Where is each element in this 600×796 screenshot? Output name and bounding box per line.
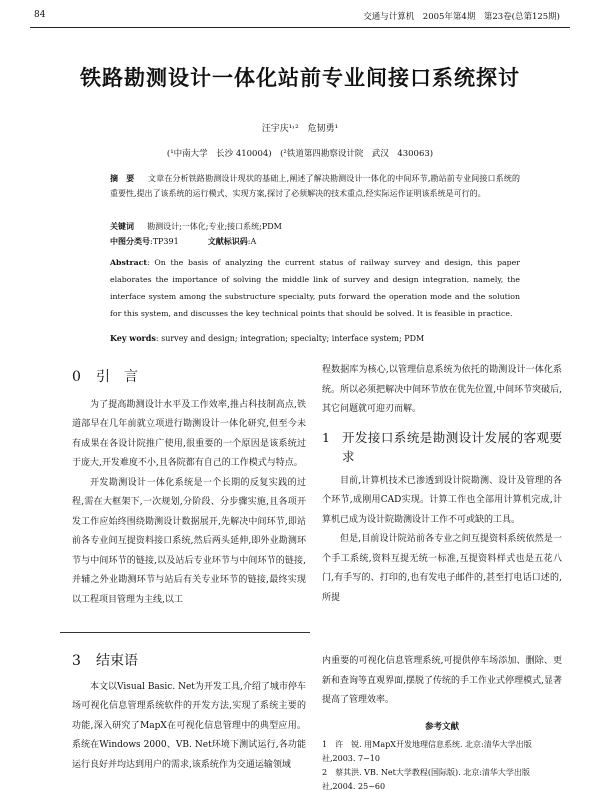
keywords-cn (110, 219, 520, 235)
affiliations: (¹中南大学 长沙 410004) (²铁道第四勘察设计院 武汉 430063) (166, 149, 434, 159)
section-1-title: 开发接口系统是勘测设计发展的客观要求 (342, 429, 562, 464)
page-number: 84 (34, 10, 46, 20)
continued-paragraph: 程数据库为核心,以管理信息系统为依托的勘测设计一体化系统。所以必须把解决中间环节放在优先位置,中间环节突破后,其它问题就可迎刃而解。 (322, 365, 562, 414)
reference-item: 1 许 锐. 用MapX开发地理信息系统. 北京:清华大学出版社,2003. 7~10 (322, 740, 532, 763)
reference-item: 2 蔡其洪. VB. Net大学教程(国际版). 北京:清华大学出版社,2004. 25~60 (322, 768, 530, 791)
section-3-number: 3 (72, 653, 81, 669)
section-3-paragraph-1: 本文以Visual Basic. Net为开发工具,介绍了城市停车场可视化信息管理系统软件的开发方法,实现了系统主要的功能,深入研究了MapX在可视化信息管理中的典型应用。系统在Windows 2000、VB. Net环境下测试运行,各功能运行良好并均达到用户的需求,该系统作为交通运输领域 (72, 681, 306, 770)
section-divider (60, 632, 310, 633)
section-3-heading (72, 652, 306, 672)
classification: 中图分类号:TP391 文献标识码:A (110, 236, 257, 246)
abstract-en-text: On the basis of analyzing the current status of railway survey and design, this paper elaborates the importance of solving the middle link of survey and design integration, namely, the interface system among the substructure specialty, puts forward the operation mode and the solution for this system, and discusses the key technical points that should be solved. It is feasible in practice. (110, 258, 521, 318)
section-0-title: 引 言 (96, 369, 138, 385)
section-0-heading (72, 368, 306, 388)
section-0-paragraph-1: 为了提高勘测设计水平及工作效率,推占科技制高点,铁道部早在几年前就立项进行勘测设计一体化研究,但至今未有成果在各设计院推广使用,很重要的一个原因是该系统过于庞大,开发难度不小,且各院都有自己的工作模式与特点。 (72, 399, 306, 468)
section-3 (72, 652, 306, 775)
references-list (322, 738, 562, 794)
doc-code-value: A (250, 237, 257, 246)
classification-label: 中图分类号 (110, 236, 150, 246)
continued-conclusion: 内重要的可视化信息管理系统,可提供停车场添加、删除、更新和查询等直观界面,摆脱了传统的手工作业式停理模式,显著提高了管理效率。 (322, 656, 562, 705)
abstract-cn-text: 文章在分析铁路勘测设计现状的基础上,阐述了解决勘测设计一体化的中间环节,勘站前专业间接口系统的重要性,提出了该系统的运行模式、实现方案,探讨了必须解决的技术重点,经实际运作证明该系统是可行的。 (110, 174, 521, 198)
abstract-en: Abstract: On the basis of analyzing the current status of railway survey and design, this paper elaborates the importance of solving the middle link of survey and design integration, namely, the interface system among the substructure specialty, puts forward the operation mode and the solution for this system, and discusses the key technical points that should be solved. It is feasible in practice. (110, 258, 521, 318)
doc-code-label: 文献标识码 (207, 236, 248, 246)
keywords-cn-label: 关键词 (110, 221, 134, 231)
authors: 汪宇庆¹˒² 危韧勇¹ (261, 124, 339, 134)
section-3-title: 结束语 (96, 653, 138, 669)
references-heading: 参考文献 (424, 722, 459, 732)
right-column-top (322, 361, 562, 608)
right-column-bottom (322, 652, 562, 711)
section-0 (72, 368, 306, 610)
journal-header: 交通与计算机 2005年第4期 第23卷(总第125期) (363, 12, 560, 22)
section-1-number: 1 (322, 429, 330, 445)
section-1-heading (322, 428, 562, 466)
header-rule (30, 27, 570, 28)
paper-title: 铁路勘测设计一体化站前专业间接口系统探讨 (80, 65, 520, 90)
keywords-en: Key words: survey and design; integration; specialty; interface system; PDM (110, 333, 425, 343)
abstract-en-label: Abstract (110, 258, 148, 267)
section-1-paragraph-1: 目前,计算机技术已渗透到设计院勘测、设计及管理的各个环节,成刚用CAD实现。计算工作也全部用计算机完成,计算机已成为设计院勘测设计工作不可或缺的工具。 (322, 475, 562, 525)
keywords-en-label: Key words (110, 333, 156, 343)
section-0-paragraph-2: 开发勘测设计一体化系统是一个长期的反复实践的过程,需在大框架下,一次规划,分阶段、分步骤实施,且各项开发工作应始终围绕勘测设计数据展开,先解决中间环节,即站前各专业间互提资料接口系统,然后两头延伸,即外业勘测环节与中间环节的链接,以及站后专业环节与中间环节的链接,并辅之外业勘测环节与站后有关专业环节的链接,最终实现以工程项目管理为主线,以工 (72, 477, 306, 605)
classification-value: TP391 (152, 237, 179, 246)
section-0-number: 0 (72, 369, 81, 385)
abstract-cn-label: 摘 要 (110, 173, 135, 183)
keywords-cn-text: 勘测设计;一体化;专业;接口系统;PDM (147, 222, 282, 231)
section-1-paragraph-2: 但是,目前设计院站前各专业之间互提资料系统依然是一个手工系统,资料互提无统一标准,互提资料样式也是五花八门,有手写的、打印的,也有发电子邮件的,甚至打电话口述的,所提 (322, 534, 562, 603)
abstract-cn (110, 171, 520, 201)
keywords-en-text: survey and design; integration; specialty; interface system; PDM (161, 334, 425, 343)
